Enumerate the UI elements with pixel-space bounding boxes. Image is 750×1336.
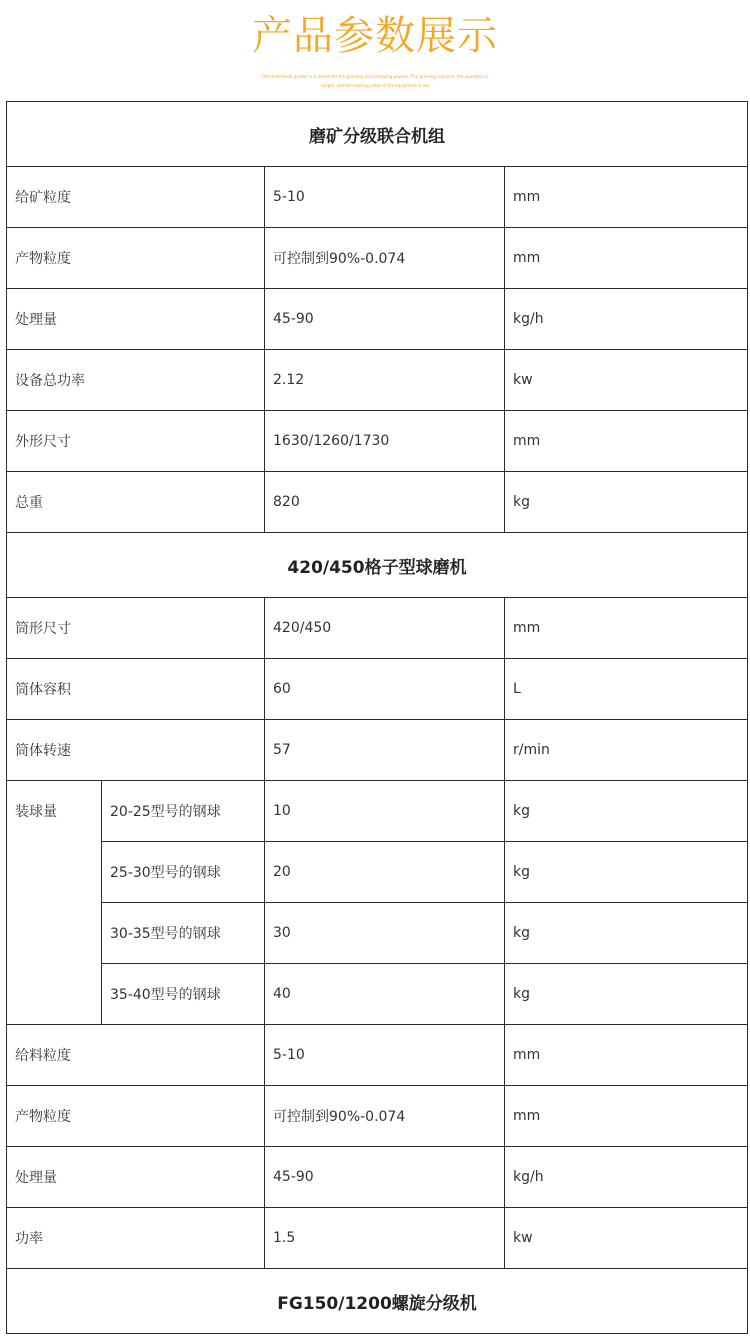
param-value: 60 bbox=[265, 659, 505, 720]
param-label: 给料粒度 bbox=[7, 1025, 265, 1086]
param-value: 10 bbox=[265, 781, 505, 842]
table-row bbox=[7, 964, 748, 1025]
param-label: 处理量 bbox=[7, 1147, 265, 1208]
param-unit: mm bbox=[505, 228, 748, 289]
table-row bbox=[7, 903, 748, 964]
param-unit: kg bbox=[505, 964, 748, 1025]
param-value: 可控制到90%-0.074 bbox=[265, 1086, 505, 1147]
param-label: 功率 bbox=[7, 1208, 265, 1269]
param-value: 40 bbox=[265, 964, 505, 1025]
spec-table bbox=[6, 101, 748, 1334]
param-label: 处理量 bbox=[7, 289, 265, 350]
section-header-row bbox=[7, 102, 748, 167]
table-row bbox=[7, 1025, 748, 1086]
subtitle-line-2: simple, and the treating value of the equipment is low bbox=[320, 83, 430, 88]
param-value: 57 bbox=[265, 720, 505, 781]
table-row bbox=[7, 1147, 748, 1208]
param-unit: kg/h bbox=[505, 1147, 748, 1208]
param-label: 设备总功率 bbox=[7, 350, 265, 411]
ball-type: 35-40型号的钢球 bbox=[102, 964, 265, 1025]
param-label: 总重 bbox=[7, 472, 265, 533]
param-unit: kg bbox=[505, 781, 748, 842]
table-row bbox=[7, 659, 748, 720]
subtitle-line-1: The three-head grinder is a device for the grinding and analyzing powder. The grinding machine, the operation is bbox=[261, 74, 489, 79]
table-row bbox=[7, 781, 748, 842]
param-unit: kw bbox=[505, 1208, 748, 1269]
param-value: 45-90 bbox=[265, 289, 505, 350]
section-title: 磨矿分级联合机组 bbox=[7, 102, 748, 167]
page-title: 产品参数展示 bbox=[252, 13, 498, 59]
param-value: 2.12 bbox=[265, 350, 505, 411]
table-row bbox=[7, 1086, 748, 1147]
param-value: 5-10 bbox=[265, 167, 505, 228]
param-value: 820 bbox=[265, 472, 505, 533]
page-subtitle bbox=[0, 72, 750, 90]
param-unit: kw bbox=[505, 350, 748, 411]
ball-type: 30-35型号的钢球 bbox=[102, 903, 265, 964]
param-value: 1.5 bbox=[265, 1208, 505, 1269]
section-title: 420/450格子型球磨机 bbox=[7, 533, 748, 598]
param-value: 5-10 bbox=[265, 1025, 505, 1086]
param-label: 产物粒度 bbox=[7, 228, 265, 289]
table-row bbox=[7, 411, 748, 472]
param-unit: mm bbox=[505, 1025, 748, 1086]
param-label: 产物粒度 bbox=[7, 1086, 265, 1147]
param-unit: mm bbox=[505, 167, 748, 228]
param-label: 筒体转速 bbox=[7, 720, 265, 781]
param-label: 给矿粒度 bbox=[7, 167, 265, 228]
param-value: 420/450 bbox=[265, 598, 505, 659]
param-label: 筒体容积 bbox=[7, 659, 265, 720]
param-value: 可控制到90%-0.074 bbox=[265, 228, 505, 289]
section-title: FG150/1200螺旋分级机 bbox=[7, 1269, 748, 1334]
param-unit: kg bbox=[505, 472, 748, 533]
table-row bbox=[7, 598, 748, 659]
table-row bbox=[7, 167, 748, 228]
table-row bbox=[7, 350, 748, 411]
section-header-row bbox=[7, 1269, 748, 1334]
param-unit: mm bbox=[505, 1086, 748, 1147]
ball-load-label: 装球量 bbox=[7, 781, 102, 1025]
table-row bbox=[7, 842, 748, 903]
ball-type: 20-25型号的钢球 bbox=[102, 781, 265, 842]
param-value: 45-90 bbox=[265, 1147, 505, 1208]
param-value: 1630/1260/1730 bbox=[265, 411, 505, 472]
param-label: 外形尺寸 bbox=[7, 411, 265, 472]
table-row bbox=[7, 289, 748, 350]
param-unit: kg bbox=[505, 842, 748, 903]
param-unit: mm bbox=[505, 598, 748, 659]
param-unit: mm bbox=[505, 411, 748, 472]
param-unit: kg bbox=[505, 903, 748, 964]
table-row bbox=[7, 472, 748, 533]
param-value: 30 bbox=[265, 903, 505, 964]
table-row bbox=[7, 228, 748, 289]
param-unit: L bbox=[505, 659, 748, 720]
param-unit: kg/h bbox=[505, 289, 748, 350]
table-row bbox=[7, 1208, 748, 1269]
ball-type: 25-30型号的钢球 bbox=[102, 842, 265, 903]
param-label: 筒形尺寸 bbox=[7, 598, 265, 659]
section-header-row bbox=[7, 533, 748, 598]
param-value: 20 bbox=[265, 842, 505, 903]
table-row bbox=[7, 720, 748, 781]
param-unit: r/min bbox=[505, 720, 748, 781]
